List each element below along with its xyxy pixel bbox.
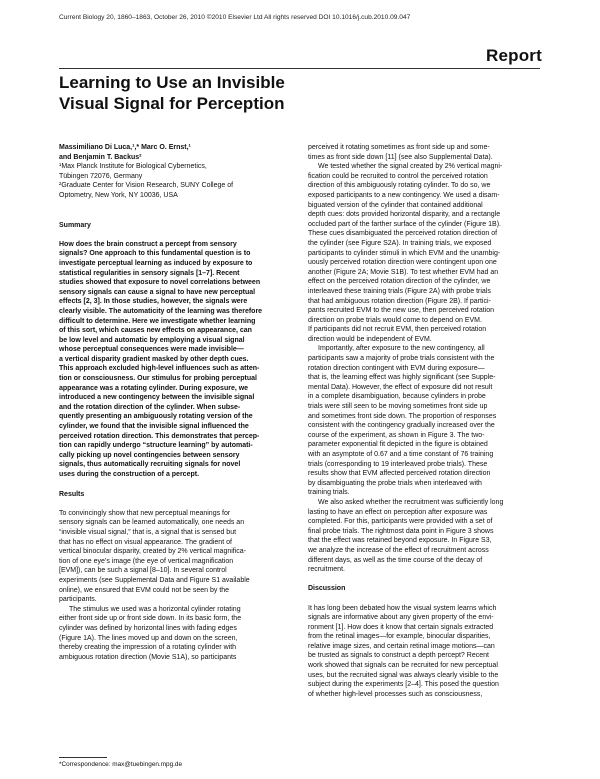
text-line: times as front side down [11] (see also Supplemental Data). [308, 153, 493, 161]
summary-line: tion can rapidly undergo “structure learning” by automati- [59, 442, 253, 450]
summary-line: effects [2, 3]. In those studies, however, the signals were [59, 298, 248, 306]
text-line: experiments (see Supplemental Data and Figure S1 available [59, 576, 250, 584]
text-line: uses, but the recruited signal was always clearly visible to the [308, 671, 499, 679]
summary-heading: Summary [59, 221, 91, 229]
text-line: direction would be independent of EVM. [308, 335, 432, 343]
text-line: online), we ensured that EVM could not be seen by the [59, 586, 230, 594]
discussion-heading: Discussion [308, 585, 346, 593]
summary-line: and the rotation direction of the cylinder. When subse- [59, 403, 241, 411]
text-line: direction of this ambiguously rotating cylinder. To do so, we [308, 182, 491, 190]
summary-line: sensory signals can cause a signal to have new perceptual [59, 288, 256, 296]
text-line: depth cues: dots provided horizontal disparity, and a rectangle [308, 211, 501, 219]
text-line: by disambiguating the probe trials when interleaved with [308, 479, 482, 487]
text-line: rotation direction contingent with EVM during exposure— [308, 364, 485, 372]
text-line: parameter exponential fit depicted in the figure is obtained [308, 441, 488, 449]
text-line: participants to cylinder stimuli in which EVM and the unambig- [308, 249, 501, 257]
affiliation-line: ²Graduate Center for Vision Research, SUNY College of [59, 182, 234, 190]
summary-line: statistical regularities in sensory signals [1–7]. Recent [59, 269, 240, 277]
text-line: work showed that signals can be recruited for new perceptual [308, 662, 498, 670]
right-paragraph-2 [308, 344, 540, 498]
text-line: that the effect was retained beyond exposure. In Figure S3, [308, 537, 492, 545]
summary-line: cally picking up novel contingencies between sensory [59, 451, 240, 459]
text-line: exposed participants to a new contingency. We used a disam- [308, 191, 500, 199]
text-line: that has no effect on visual appearance. The gradient of [59, 538, 232, 546]
text-line: If participants did not recruit EVM, then perceived rotation [308, 326, 487, 334]
text-line: in a complete disambiguation, because cylinders in probe [308, 393, 486, 401]
text-line: and sometimes front side down. The proportion of responses [308, 412, 497, 420]
summary-line: clearly visible. The automaticity of the learning was therefore [59, 307, 263, 315]
text-line: interleaved these training trials (Figure 2A) with probe trials [308, 287, 491, 295]
right-paragraph-1 [308, 162, 540, 344]
text-line: The stimulus we used was a horizontal cylinder rotating [69, 605, 241, 613]
article-title [59, 72, 319, 114]
text-line: final probe trials. The rightmost data point in Figure 3 shows [308, 527, 494, 535]
text-line: course of the experiment, as shown in Figure 3. The two- [308, 431, 485, 439]
text-line: with an asymptote of 0.67 and a time constant of 76 training [308, 451, 494, 458]
footnote-rule [59, 757, 107, 758]
author-line: and Benjamin T. Backus² [59, 153, 142, 161]
summary-line: investigate perceptual learning as induced by exposure to [59, 259, 253, 267]
text-line: signals are informative about any given property of the envi- [308, 614, 494, 622]
summary-line: perceived rotation direction. This demonstrates that percep- [59, 432, 260, 440]
text-line: perceived it rotating sometimes as front side up and some- [308, 144, 490, 151]
left-column [59, 143, 291, 662]
text-line: pants recruited EVM to the new use, then perceived rotation [308, 307, 494, 315]
author-list [59, 143, 291, 162]
text-line: ronment [1]. How does it know that certain signals extracted [308, 623, 494, 631]
text-line: of whether high-level processes such as consciousness, [308, 690, 483, 698]
results-paragraph-2 [59, 605, 291, 663]
text-line: be trusted as signals to construct a depth percept? Recent [308, 652, 489, 660]
text-line: biguated version of the cylinder that contained additional [308, 201, 483, 209]
text-line: training trials. [308, 489, 350, 497]
text-line: “invisible visual signal,” that is, a signal that is sensed but [59, 528, 237, 536]
text-line: either front side up or front side down. In its basic form, the [59, 615, 242, 623]
text-line: participants. [59, 596, 97, 604]
text-line: from the retinal images—for example, binocular disparities, [308, 633, 491, 641]
text-line: It has long been debated how the visual system learns which [308, 604, 497, 612]
right-paragraph-0 [308, 143, 540, 162]
summary-line: signals, thus automatically recruiting signals for novel [59, 461, 241, 469]
affiliation-line: Optometry, New York, NY 10036, USA [59, 191, 178, 199]
text-line: results show that EVM affected perceived rotation direction [308, 470, 491, 478]
summary-line: studies showed that exposure to novel correlations between [59, 279, 261, 287]
text-line: we analyze the increase of the effect of recruitment across [308, 546, 489, 554]
affiliation-line: Tübingen 72076, Germany [59, 172, 143, 180]
text-line: direction on probe trials would come to depend on EVM. [308, 316, 482, 324]
text-line: effect on the perceived rotation direction of the cylinder, we [308, 278, 491, 286]
correspondence-footnote: *Correspondence: max@tuebingen.mpg.de [59, 761, 183, 768]
article-type-label: Report [486, 46, 542, 65]
text-line: vertical binocular disparity, created by 2% vertical magnifica- [59, 548, 247, 556]
summary-line: signals? One approach to this fundamental question is to [59, 250, 251, 258]
title-line: Learning to Use an Invisible [59, 73, 285, 92]
summary-line: appearance was a rotating cylinder. During exposure, we [59, 384, 249, 392]
author-line: Massimiliano Di Luca,¹,* Marc O. Ernst,¹ [59, 144, 191, 151]
text-line: Importantly, after exposure to the new contingency, all [318, 345, 485, 353]
text-line: We also asked whether the recruitment was sufficiently long [318, 498, 504, 506]
summary-line: How does the brain construct a percept from sensory [59, 240, 237, 248]
text-line: completed. For this, participants were provided with a set of [308, 518, 493, 526]
text-line: another (Figure 2A; Movie S1B). To test whether EVM had an [308, 268, 499, 276]
text-line: These cues disambiguated the perceived rotation direction of [308, 230, 498, 238]
text-line: that had ambiguous rotation direction (Figure 2B). If partici- [308, 297, 491, 305]
affiliation-line: ¹Max Planck Institute for Biological Cybernetics, [59, 163, 207, 171]
results-paragraph-1 [59, 509, 291, 605]
text-line: ambiguous rotation direction (Movie S1A), so participants [59, 653, 237, 661]
title-line: Visual Signal for Perception [59, 94, 285, 113]
text-line: the cylinder (see Figure S2A). In training trials, we exposed [308, 239, 492, 247]
text-line: (Figure 1A). The lines moved up and down on the screen, [59, 634, 238, 642]
text-line: occluded part of the farther surface of the cylinder (Figure 1B). [308, 220, 501, 228]
text-line: recruitment. [308, 566, 345, 574]
text-line: thereby creating the impression of a rotating cylinder with [59, 644, 237, 652]
text-line: subject during the experiments [2–4]. This posed the question [308, 681, 499, 689]
summary-line: uses during the construction of a percept. [59, 471, 200, 478]
summary-line: difficult to determine. Here we investigate whether learning [59, 317, 256, 325]
text-line: tion of one eye’s image (the eye of vertical magnification [59, 557, 234, 565]
summary-line: quently presenting an ambiguously rotating version of the [59, 413, 253, 421]
text-line: mental Data). However, the effect of exposure did not result [308, 383, 493, 391]
affiliations [59, 162, 291, 200]
right-paragraph-3 [308, 498, 540, 575]
text-line: fication could be recruited to control the perceived rotation [308, 172, 488, 180]
text-line: trials (corresponding to 19 interleaved probe trials). These [308, 460, 488, 468]
text-line: To convincingly show that new perceptual meanings for [59, 509, 231, 517]
text-line: lasting to have an effect on perception after exposure was [308, 508, 488, 516]
summary-line: be low level and automatic by employing a visual signal [59, 336, 245, 344]
text-line: cylinder was defined by horizontal lines with fading edges [59, 624, 237, 632]
text-line: different days, as well as the time course of the decay of [308, 556, 483, 564]
text-line: relative image sizes, and certain retinal image motions—can [308, 642, 495, 650]
right-paragraph-4 [308, 604, 540, 700]
summary-line: whose perceptual consequences were made invisible— [59, 346, 244, 354]
right-column [308, 143, 540, 699]
summary-line: of this sort, which causes new effects on appearance, can [59, 327, 252, 335]
journal-citation-line: Current Biology 20, 1860–1863, October 26, 2010 ©2010 Elsevier Ltd All rights reserved DOI 10.1016/j.cub.2010.09.047 [59, 14, 411, 21]
header-rule [59, 68, 540, 69]
text-line: participants saw a majority of probe trials consistent with the [308, 355, 495, 363]
text-line: consistent with the contingency gradually increased over the [308, 422, 495, 430]
summary-line: This approach excluded high-level influences such as atten- [59, 365, 260, 373]
results-heading: Results [59, 490, 85, 498]
summary-line: tion or consciousness. Our stimulus for probing perceptual [59, 375, 257, 383]
summary-paragraph [59, 240, 291, 480]
text-line: [EVM]), can be such a signal [8–10]. In several control [59, 567, 227, 575]
text-line: sensory signals can be learned automatically, one needs an [59, 519, 245, 527]
text-line: We tested whether the signal created by 2% vertical magni- [318, 163, 503, 171]
text-line: trials were still seen to be moving sometimes front side up [308, 403, 488, 411]
text-line: uously perceived rotation direction were contingent upon one [308, 259, 497, 267]
text-line: that is, the learning effect was highly significant (see Supple- [308, 374, 496, 382]
summary-line: introduced a new contingency between the invisible signal [59, 394, 255, 402]
summary-line: a vertical disparity gradient masked by other depth cues. [59, 355, 249, 363]
summary-line: cylinder, we found that the invisible signal influenced the [59, 423, 249, 431]
